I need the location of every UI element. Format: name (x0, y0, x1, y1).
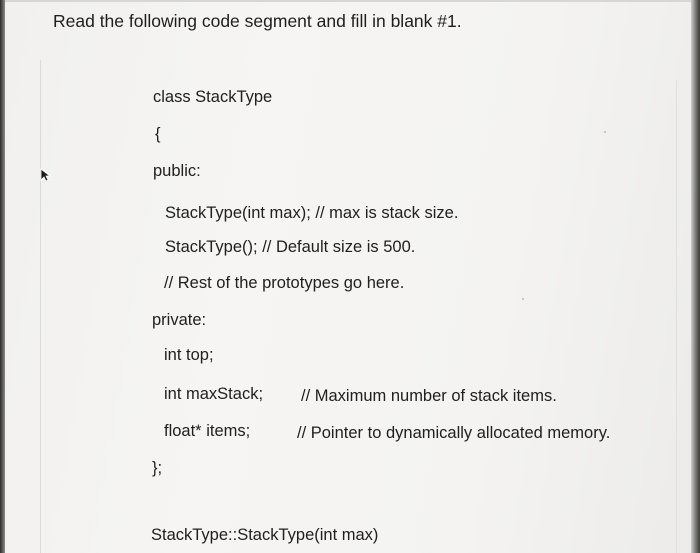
screen-speck (604, 131, 606, 133)
question-panel-left-edge (40, 60, 41, 553)
member-maxstack-comment: // Maximum number of stack items. (301, 387, 557, 405)
member-maxstack: int maxStack; (164, 385, 264, 403)
screen-speck (522, 298, 524, 300)
public-label: public: (153, 162, 201, 180)
private-label: private: (152, 311, 207, 329)
top-edge (5, 0, 691, 2)
right-bezel (691, 0, 700, 553)
member-items-comment: // Pointer to dynamically allocated memory. (297, 424, 611, 442)
member-items: float* items; (164, 422, 251, 440)
close-brace: }; (152, 459, 163, 477)
mouse-pointer-icon (40, 168, 52, 182)
question-prompt: Read the following code segment and fill in blank #1. (53, 11, 462, 31)
member-top: int top; (164, 346, 214, 364)
constructor-definition: StackType::StackType(int max) (151, 526, 379, 544)
class-declaration: class StackType (153, 88, 273, 106)
open-brace: { (155, 125, 161, 143)
constructor-with-max: StackType(int max); // max is stack size. (165, 204, 459, 222)
rest-of-prototypes-comment: // Rest of the prototypes go here. (164, 274, 405, 292)
question-panel-right-edge (676, 80, 677, 553)
default-constructor: StackType(); // Default size is 500. (165, 238, 416, 256)
left-bezel (0, 0, 5, 553)
